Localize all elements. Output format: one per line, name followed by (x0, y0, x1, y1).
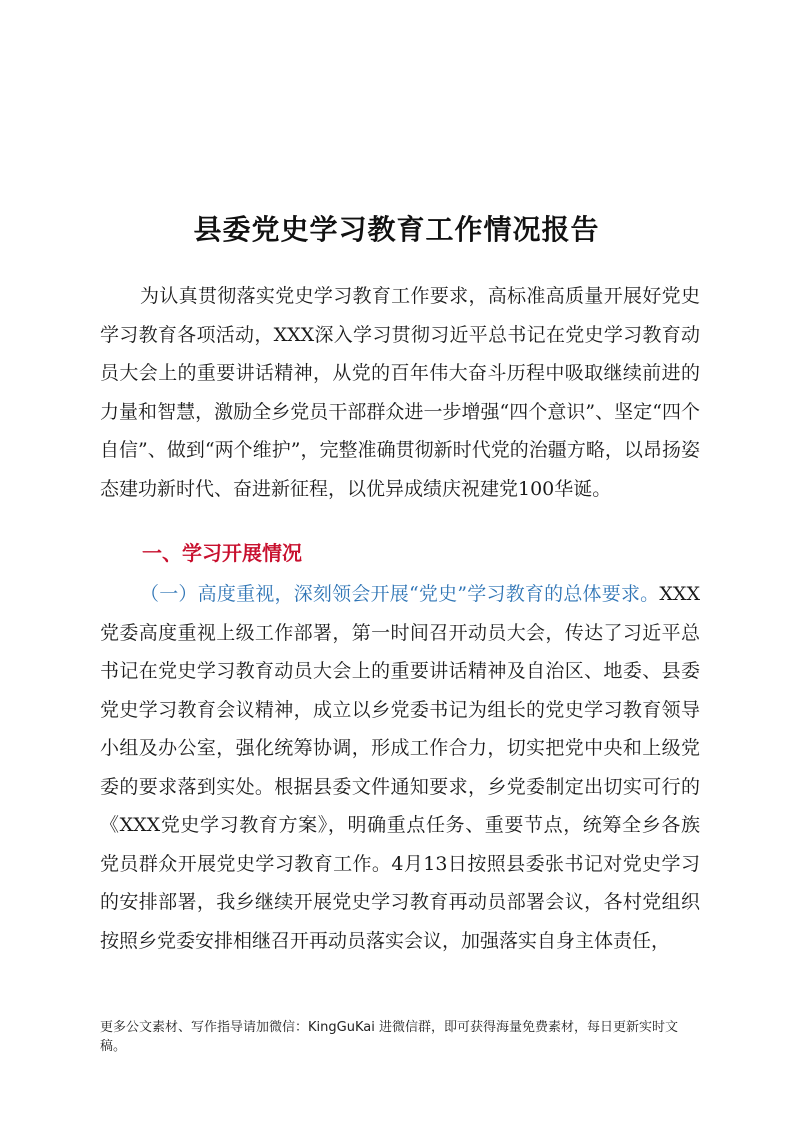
section-heading-learning-status: 一、学习开展情况 (142, 541, 302, 565)
subsection-body: XXX党委高度重视上级工作部署，第一时间召开动员大会，传达了习近平总书记在党史学习教育动员大会上的重要讲话精神及自治区、地委、县委党史学习教育会议精神，成立以乡党委书记为组长的党史学习教育领导小组及办公室，强化统筹协调，形成工作合力，切实把党中央和上级党委的要求落到实处。根据县委文件通知要求，乡党委制定出切实可行的《XXX党史学习教育方案》，明确重点任务、重要节点，统筹全乡各族党员群众开展党史学习教育工作。4月13日按照县委张书记对党史学习的安排部署，我乡继续开展党史学习教育再动员部署会议，各村党组织按照乡党委安排相继召开再动员落实会议，加强落实自身主体责任， (100, 583, 700, 952)
footer-note: 更多公文素材、写作指导请加微信：KingGuKai 进微信群，即可获得海量免费素材，每日更新实时文稿。 (100, 1020, 678, 1054)
subsection-paragraph (100, 575, 700, 960)
subsection-heading: （一）高度重视，深刻领会开展“党史”学习教育的总体要求。 (140, 583, 660, 605)
intro-paragraph: 为认真贯彻落实党史学习教育工作要求，高标准高质量开展好党史学习教育各项活动，XXX深入学习贯彻习近平总书记在党史学习教育动员大会上的重要讲话精神，从党的百年伟大奋斗历程中吸取继续前进的力量和智慧，激励全乡党员干部群众进一步增强“四个意识”、坚定“四个自信”、做到“两个维护”，完整准确贯彻新时代党的治疆方略，以昂扬姿态建功新时代、奋进新征程，以优异成绩庆祝建党100华诞。 (100, 285, 700, 500)
document-title: 县委党史学习教育工作情况报告 (193, 213, 600, 246)
